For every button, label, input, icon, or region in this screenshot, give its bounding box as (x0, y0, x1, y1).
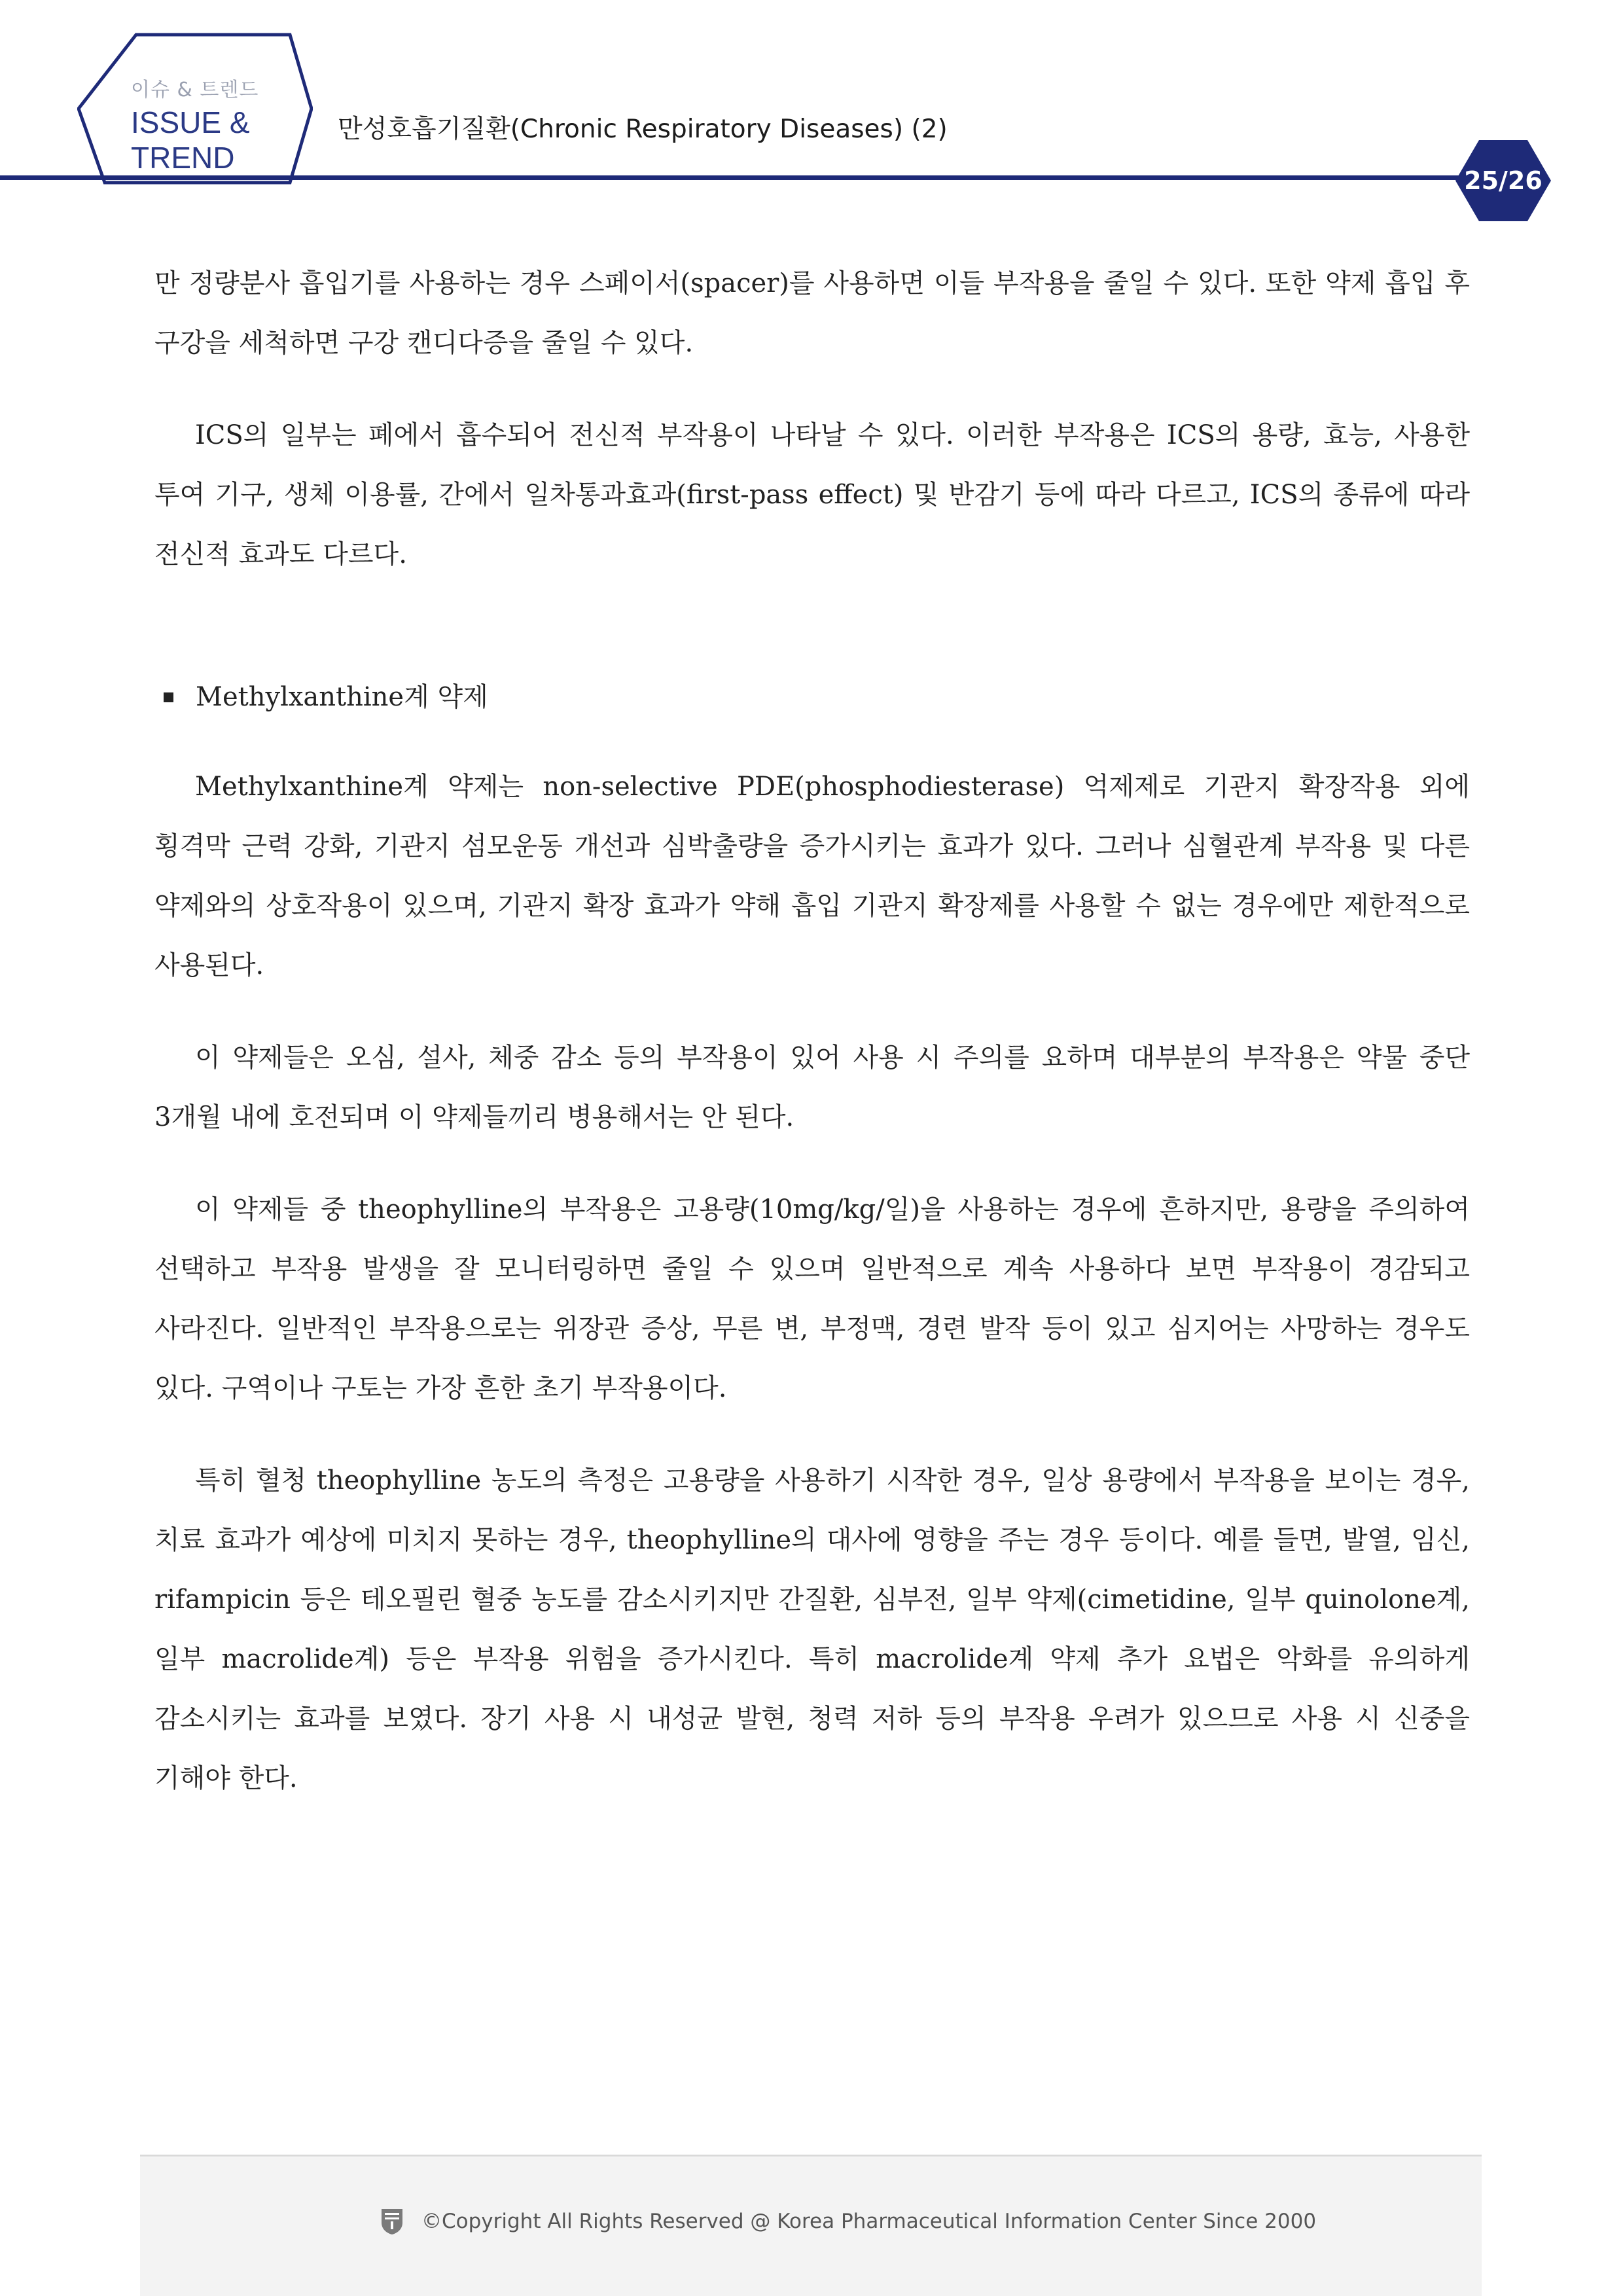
page-number-badge (1454, 139, 1552, 223)
section-heading-text: Methylxanthine계 약제 (196, 682, 488, 712)
paragraph-section-2: 이 약제들은 오심, 설사, 체중 감소 등의 부작용이 있어 사용 시 주의를 요하며 대부분의 부작용은 약물 중단 3개월 내에 호전되며 이 약제들끼리 병용해서는 안 된다. (154, 1043, 1470, 1132)
kpic-shield-logo-icon (380, 2207, 404, 2236)
paragraph-section-4: 특히 혈청 theophylline 농도의 측정은 고용량을 사용하기 시작한 경우, 일상 용량에서 부작용을 보이는 경우, 치료 효과가 예상에 미치지 못하는 경우, theophylline의 대사에 영향을 주는 경우 등이다. 예를 들면, 발열, 임신, rifampicin 등은 테오필린 혈중 농도를 감소시키지만 간질환, 심부전, 일부 약제(cimetidine, 일부 quinolone계, 일부 macrolide계) 등은 부작용 위험을 증가시킨다. 특히 macrolide계 약제 추가 요법은 악화를 유의하게 감소시키는 효과를 보였다. 장기 사용 시 내성균 발현, 청력 저하 등의 부작용 우려가 있으므로 사용 시 신중을 기해야 한다. (154, 1465, 1470, 1793)
paragraph-intro-2: ICS의 일부는 폐에서 흡수되어 전신적 부작용이 나타날 수 있다. 이러한 부작용은 ICS의 용량, 효능, 사용한 투여 기구, 생체 이용률, 간에서 일차통과효과(first-pass effect) 및 반감기 등에 따라 다르고, ICS의 종류에 따라 전신적 효과도 다르다. (154, 420, 1470, 569)
page-number: 25/26 (1464, 166, 1543, 195)
article-body (154, 254, 1470, 1841)
paragraph-section-3: 이 약제들 중 theophylline의 부작용은 고용량(10mg/kg/일)을 사용하는 경우에 흔하지만, 용량을 주의하여 선택하고 부작용 발생을 잘 모니터링하면 줄일 수 있으며 일반적으로 계속 사용하다 보면 부작용이 경감되고 사라진다. 일반적인 부작용으로는 위장관 증상, 무른 변, 부정맥, 경련 발작 등이 있고 심지어는 사망하는 경우도 있다. 구역이나 구토는 가장 흔한 초기 부작용이다. (154, 1194, 1470, 1403)
section-heading (164, 676, 1470, 718)
square-bullet-icon (164, 692, 173, 702)
header-divider (0, 175, 1470, 180)
badge-title-line2: TREND (131, 141, 235, 175)
badge-kicker: 이슈 & 트렌드 (131, 79, 259, 101)
footer-divider (140, 2155, 1482, 2157)
paragraph-section-1: Methylxanthine계 약제는 non-selective PDE(phosphodiesterase) 억제제로 기관지 확장작용 외에 횡격막 근력 강화, 기관지 섬모운동 개선과 심박출량을 증가시키는 효과가 있다. 그러나 심혈관계 부작용 및 다른 약제와의 상호작용이 있으며, 기관지 확장 효과가 약해 흡입 기관지 확장제를 사용할 수 없는 경우에만 제한적으로 사용된다. (154, 772, 1470, 980)
issue-trend-badge (77, 33, 313, 185)
copyright-text: ©Copyright All Rights Reserved @ Korea Pharmaceutical Information Center Since 2000 (421, 2210, 1317, 2233)
paragraph-intro-1: 만 정량분사 흡입기를 사용하는 경우 스페이서(spacer)를 사용하면 이들 부작용을 줄일 수 있다. 또한 약제 흡입 후 구강을 세척하면 구강 캔디다증을 줄일 수 있다. (154, 268, 1470, 358)
footer (380, 2207, 1316, 2236)
document-title: 만성호흡기질환(Chronic Respiratory Diseases) (2) (338, 115, 948, 144)
badge-title-line1: ISSUE & (131, 105, 250, 139)
